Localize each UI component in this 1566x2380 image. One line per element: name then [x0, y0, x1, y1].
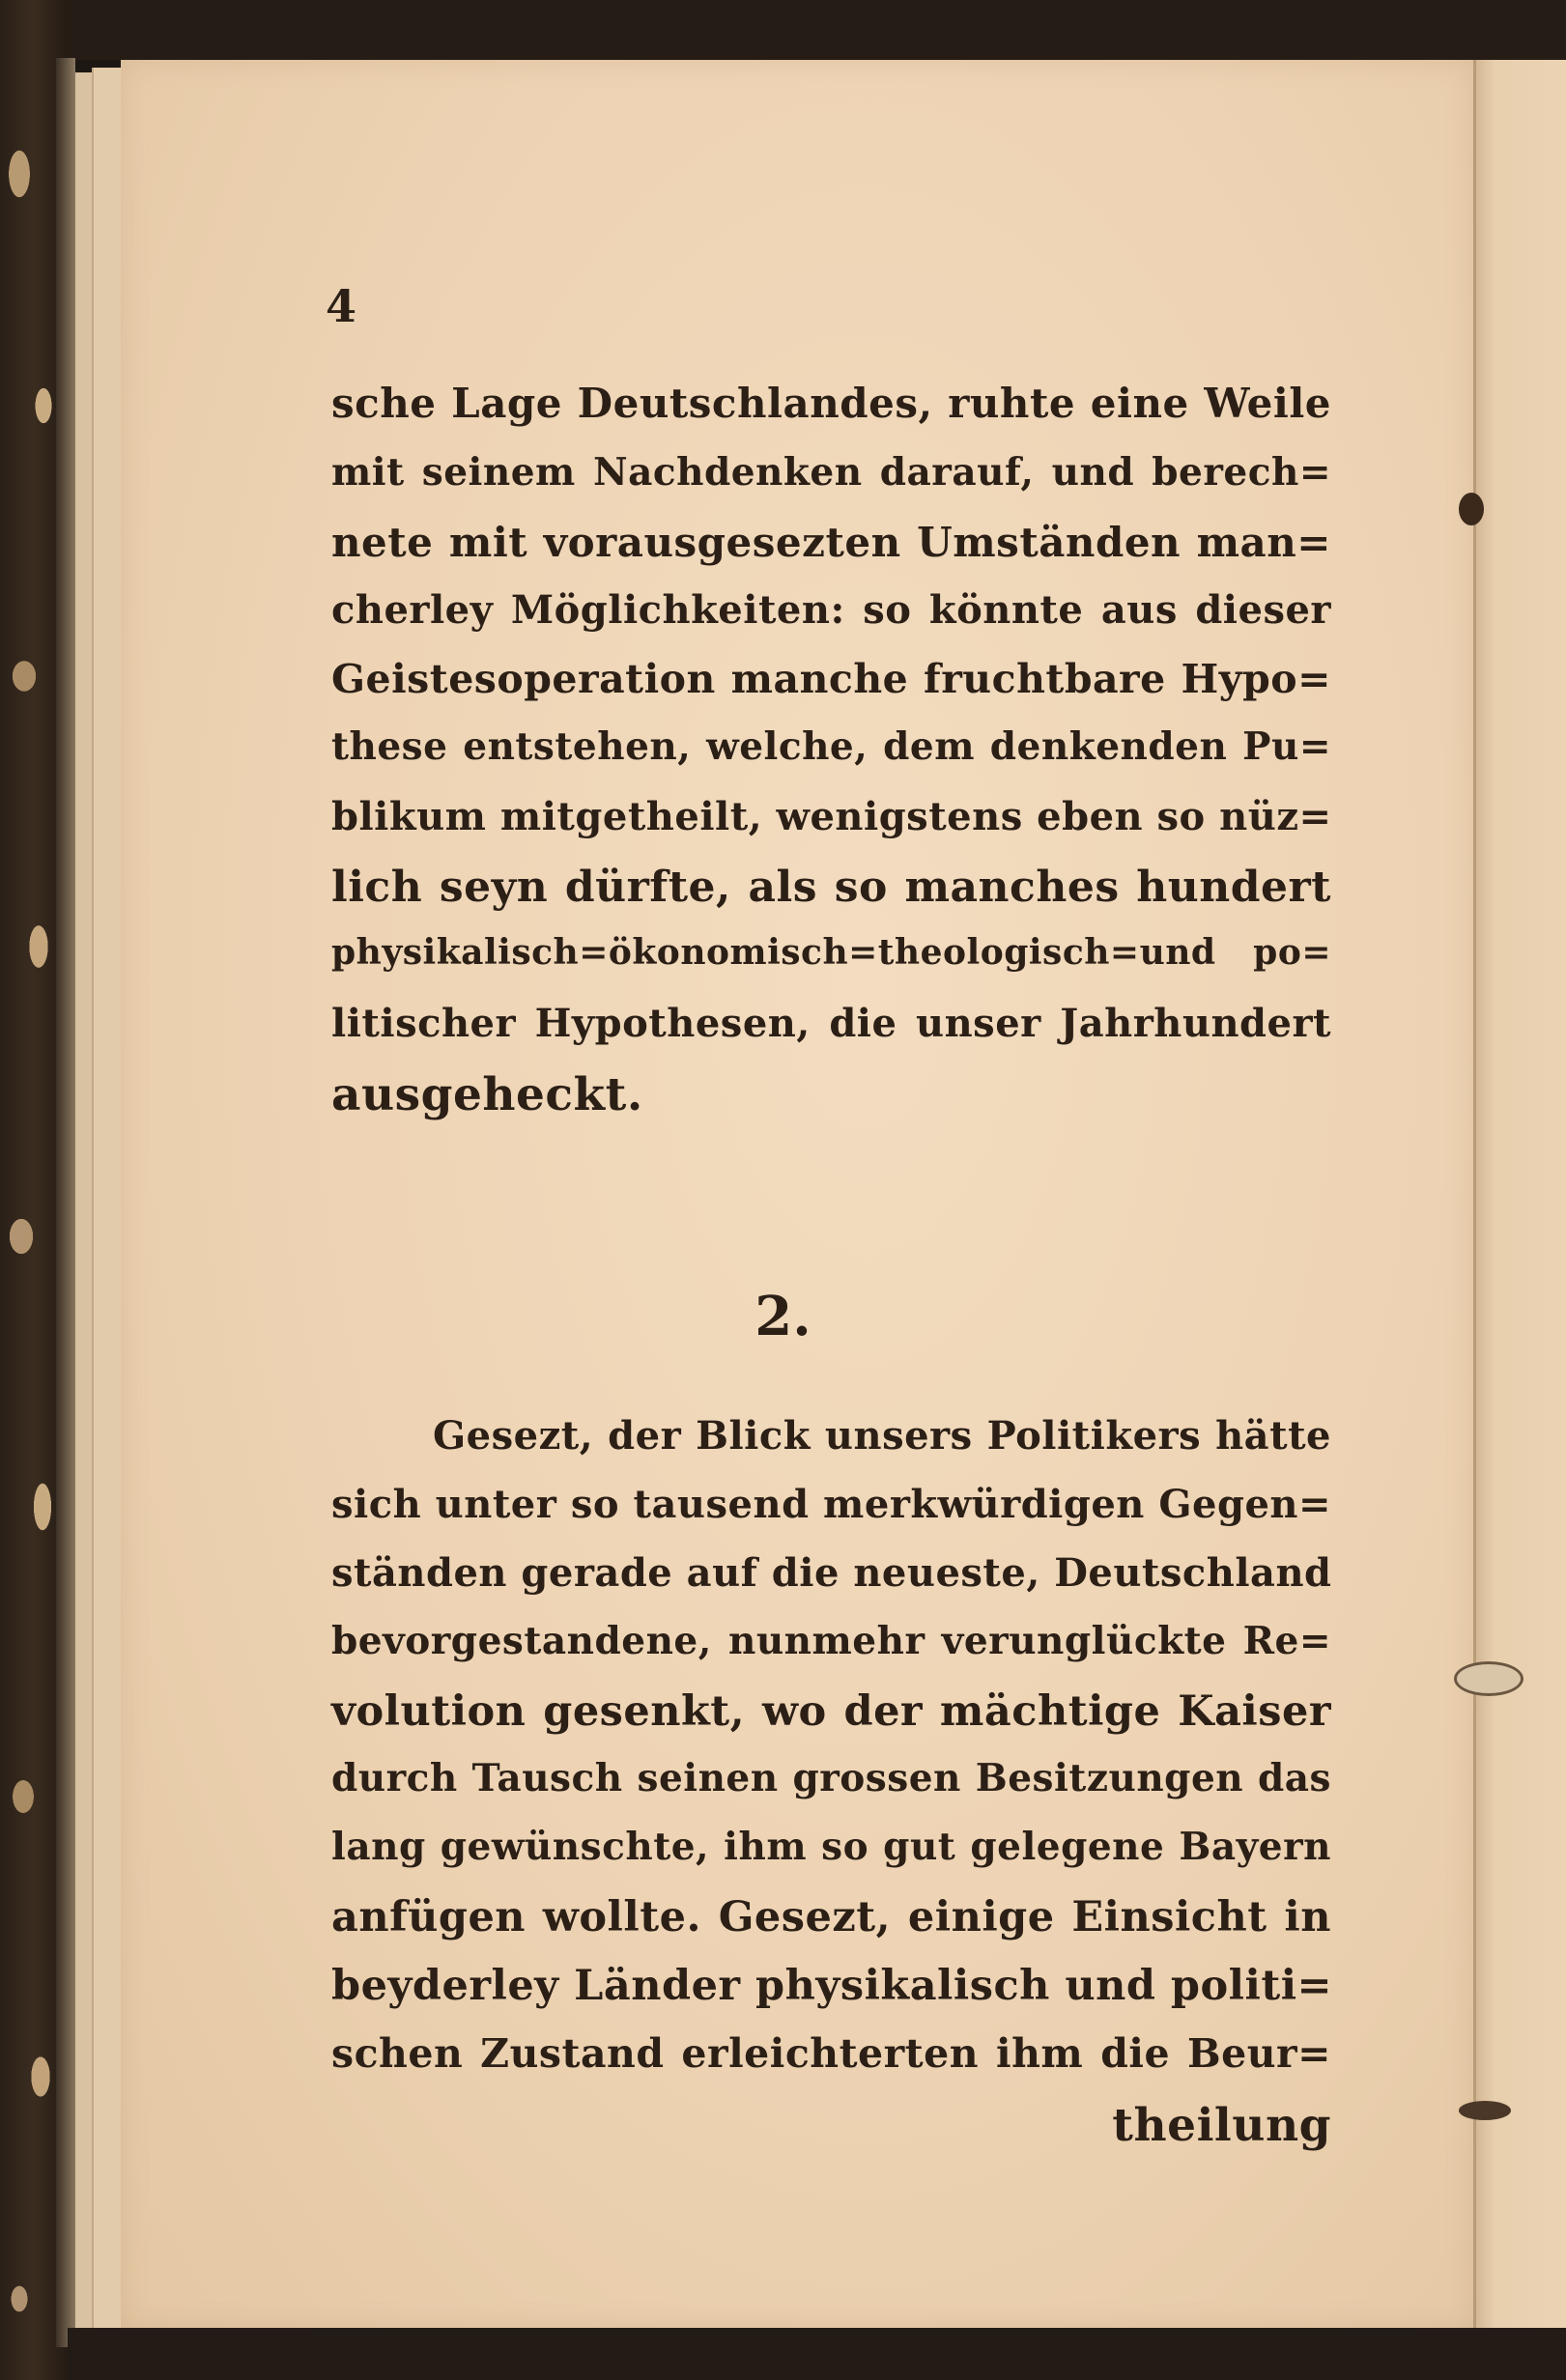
page-number: 4	[326, 280, 357, 332]
binding-thread-mark	[1459, 2101, 1511, 2120]
text-line: sich unter so tausend merkwürdigen Gegen=	[331, 1482, 1331, 1527]
text-line: bevorgestandene, nunmehr verunglückte Re=	[331, 1619, 1331, 1663]
background-bottom	[68, 2328, 1566, 2380]
text-line: ausgeheckt.	[331, 1068, 643, 1121]
spine-shadow	[56, 58, 75, 2347]
binding-thread-mark	[1459, 493, 1484, 525]
text-line: physikalisch=ökonomisch=theologisch=und po=	[331, 932, 1331, 973]
text-line: ständen gerade auf die neueste, Deutschland	[331, 1550, 1332, 1596]
text-line: beyderley Länder physikalisch und politi=	[331, 1962, 1333, 2010]
text-line: mit seinem Nachdenken darauf, und berech=	[331, 450, 1331, 495]
text-line: cherley Möglichkeiten: so könnte aus dieser	[331, 587, 1331, 633]
text-line: these entstehen, welche, dem denkenden Pu=	[331, 724, 1331, 769]
text-line: nete mit vorausgesezten Umständen man=	[331, 519, 1331, 566]
background-top	[68, 0, 1566, 60]
text-line: blikum mitgetheilt, wenigstens eben so nüz=	[331, 794, 1332, 839]
adjacent-page-edge	[1473, 60, 1566, 2330]
section-number: 2.	[755, 1285, 811, 1348]
text-line: lich seyn dürfte, als so manches hundert	[331, 863, 1331, 912]
text-line: anfügen wollte. Gesezt, einige Einsicht in	[331, 1893, 1331, 1941]
text-line: lang gewünschte, ihm so gut gelegene Bayern	[331, 1825, 1331, 1869]
text-line: schen Zustand erleichterten ihm die Beur=	[331, 2030, 1331, 2077]
catchword: theilung	[1112, 2099, 1331, 2152]
text-line: litischer Hypothesen, die unser Jahrhundert	[331, 1001, 1331, 1046]
text-line: Gesezt, der Blick unsers Politikers hätte	[433, 1413, 1331, 1459]
text-line: volution gesenkt, wo der mächtige Kaiser	[331, 1687, 1331, 1736]
text-line: durch Tausch seinen grossen Besitzungen das	[331, 1756, 1331, 1800]
binding-thread-mark	[1454, 1661, 1523, 1696]
text-line: sche Lage Deutschlandes, ruhte eine Weile	[331, 380, 1331, 427]
text-line: Geistesoperation manche fruchtbare Hypo=	[331, 656, 1331, 702]
